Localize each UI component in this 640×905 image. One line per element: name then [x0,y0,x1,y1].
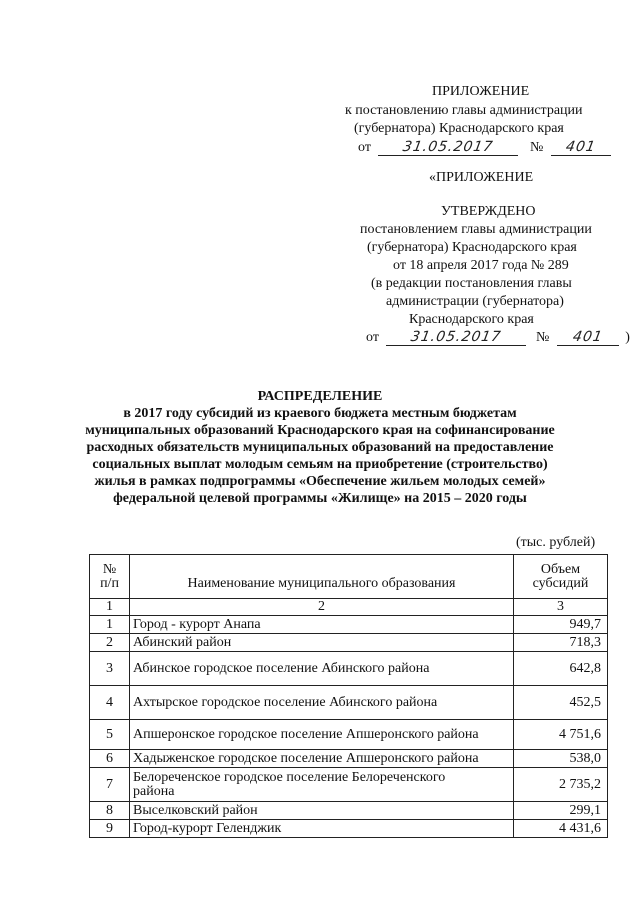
approved-line-5: администрации (губернатора) [386,294,564,309]
handwritten-date: 31.05.2017 [409,329,503,345]
table-row [90,750,608,768]
number-signature-field [557,330,619,346]
header-number-line: № [102,561,117,577]
title-line: жилья в рамках подпрограммы «Обеспечение жильем молодых семей» [94,474,546,489]
approved-line-4: (в редакции постановления главы [371,276,572,291]
appendix-line-2: (губернатора) Краснодарского края [354,121,564,136]
header-value-line: субсидий [532,575,589,591]
handwritten-date: 31.05.2017 [401,139,495,155]
row-number: 8 [90,802,130,820]
table-row [90,820,608,838]
date-signature-field [386,330,526,346]
row-value: 4 751,6 [514,720,608,750]
approved-appendix-label: «ПРИЛОЖЕНИЕ [429,170,534,185]
from-label: от [358,140,371,155]
row-name: Выселковский район [130,802,514,820]
table-row [90,802,608,820]
distribution-heading: РАСПРЕДЕЛЕНИЕ [257,389,383,404]
title-line: в 2017 году субсидий из краевого бюджета местным бюджетам [123,406,517,421]
header-number-line: п/п [100,575,119,591]
appendix-date-line [358,140,611,156]
appendix-label: ПРИЛОЖЕНИЕ [432,84,530,99]
row-value: 2 735,2 [514,768,608,802]
title-line: расходных обязательств муниципальных образований на предоставление [86,440,554,455]
row-value: 538,0 [514,750,608,768]
title-line: муниципальных образований Краснодарского края на софинансирование [85,423,555,438]
column-number: 2 [130,599,514,616]
table-row [90,720,608,750]
row-name: Абинский район [130,634,514,652]
column-number-row [90,599,608,616]
row-number: 5 [90,720,130,750]
approved-label: УТВЕРЖДЕНО [441,204,536,219]
units-label: (тыс. рублей) [516,535,596,550]
table-row [90,768,608,802]
header-value [514,555,608,599]
title-line: федеральной целевой программы «Жилище» на 2015 – 2020 годы [113,491,527,506]
header-name: Наименование муниципального образования [130,555,514,599]
row-name: Абинское городское поселение Абинского района [130,652,514,686]
from-label: от [366,330,379,345]
row-value: 718,3 [514,634,608,652]
row-number: 3 [90,652,130,686]
table-row [90,686,608,720]
approved-line-2: (губернатора) Краснодарского края [367,240,577,255]
row-number: 6 [90,750,130,768]
row-name: Белореченское городское поселение Белореченского района [130,768,514,802]
number-label: № [529,140,544,155]
row-number: 7 [90,768,130,802]
column-number: 1 [90,599,130,616]
row-value: 949,7 [514,616,608,634]
row-value: 452,5 [514,686,608,720]
row-number: 9 [90,820,130,838]
table-header-row [90,555,608,599]
row-number: 1 [90,616,130,634]
approved-line-6: Краснодарского края [409,312,534,327]
table-row [90,634,608,652]
row-name: Ахтырское городское поселение Абинского района [130,686,514,720]
number-signature-field [551,140,611,156]
row-name: Город-курорт Геленджик [130,820,514,838]
row-name: Город - курорт Анапа [130,616,514,634]
distribution-table [89,554,608,838]
row-name: Апшеронское городское поселение Апшеронского района [130,720,514,750]
table-row [90,616,608,634]
title-line: социальных выплат молодым семьям на приобретение (строительство) [92,457,548,472]
appendix-line-1: к постановлению главы администрации [345,103,583,118]
row-number: 2 [90,634,130,652]
table-row [90,652,608,686]
date-signature-field [378,140,518,156]
close-paren: ) [625,330,630,345]
approved-line-1: постановлением главы администрации [360,222,592,237]
column-number: 3 [514,599,608,616]
row-value: 299,1 [514,802,608,820]
header-value-line: Объем [540,561,581,577]
handwritten-number: 401 [564,139,598,155]
handwritten-number: 401 [571,329,605,345]
header-number [90,555,130,599]
number-label: № [535,330,550,345]
row-number: 4 [90,686,130,720]
row-value: 4 431,6 [514,820,608,838]
approved-line-3: от 18 апреля 2017 года № 289 [393,258,569,273]
approved-date-line [366,330,630,346]
row-name: Хадыженское городское поселение Апшеронского района [130,750,514,768]
row-value: 642,8 [514,652,608,686]
